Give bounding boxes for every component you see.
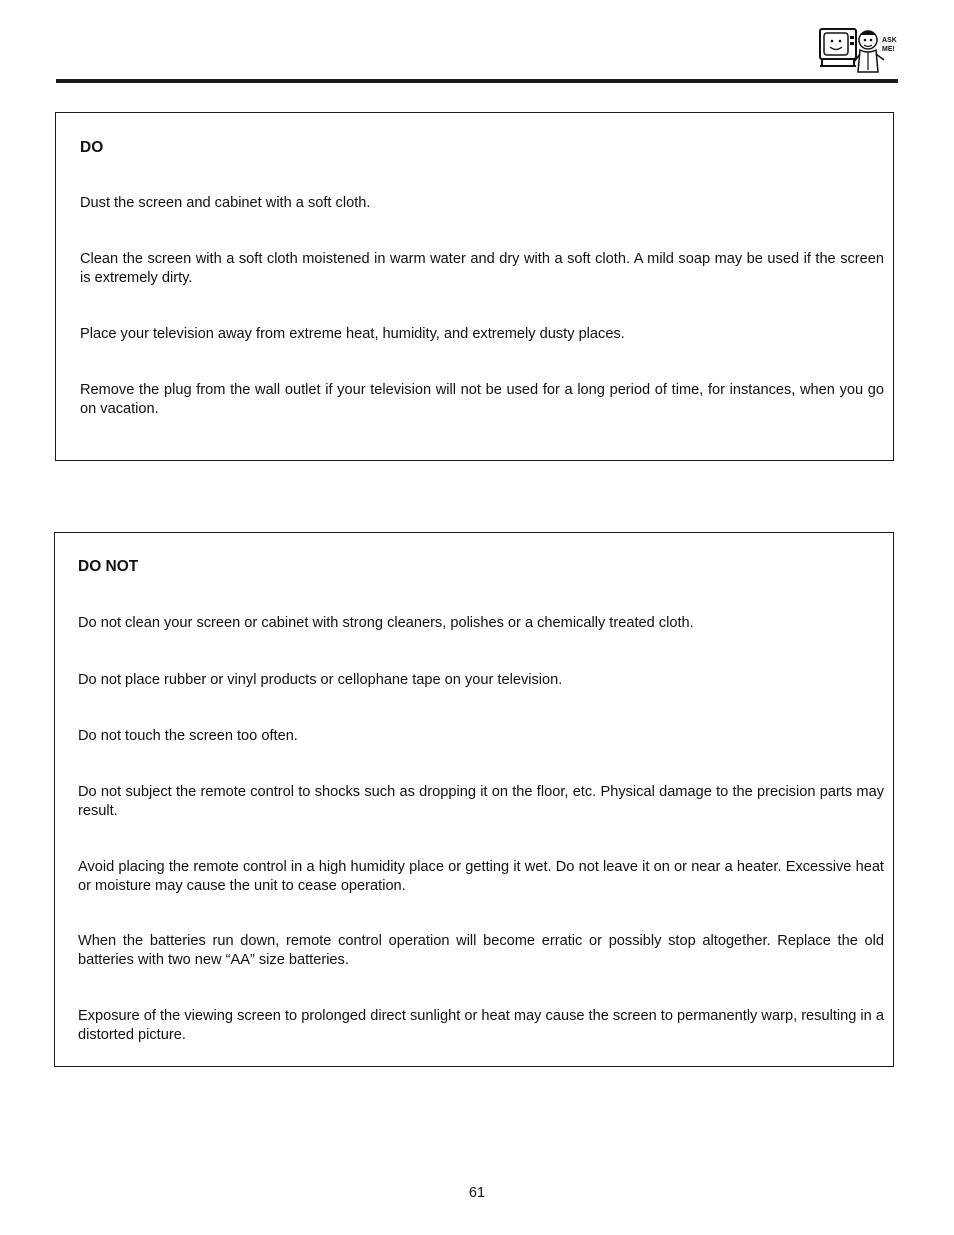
svg-text:ME!: ME!	[882, 46, 895, 53]
do-not-item: Do not subject the remote control to shocks such as dropping it on the floor, etc. Physical damage to the precision parts may result.	[78, 784, 884, 819]
svg-text:ASK: ASK	[882, 37, 897, 44]
do-not-item: Do not place rubber or vinyl products or cellophane tape on your television.	[78, 672, 563, 688]
do-item: Place your television away from extreme heat, humidity, and extremely dusty places.	[80, 326, 625, 342]
header-rule	[56, 79, 898, 83]
do-item: Dust the screen and cabinet with a soft cloth.	[80, 195, 371, 211]
do-title: DO	[80, 139, 104, 156]
do-not-item: When the batteries run down, remote control operation will become erratic or possibly stop altogether. Replace the old batteries with two new “AA” size batteries.	[78, 933, 884, 968]
page-number: 61	[468, 1185, 486, 1201]
do-item: Clean the screen with a soft cloth moistened in warm water and dry with a soft cloth. A mild soap may be used if the screen is extremely dirty.	[80, 251, 884, 286]
do-not-box	[54, 532, 894, 1067]
do-item: Remove the plug from the wall outlet if your television will not be used for a long period of time, for instances, when you go on vacation.	[80, 382, 884, 417]
do-not-item: Do not clean your screen or cabinet with strong cleaners, polishes or a chemically treated cloth.	[78, 615, 694, 631]
do-not-item: Exposure of the viewing screen to prolonged direct sunlight or heat may cause the screen to permanently warp, resulting in a distorted picture.	[78, 1008, 884, 1043]
tv-mascot-icon	[816, 24, 900, 80]
do-not-item: Do not touch the screen too often.	[78, 728, 298, 744]
do-not-title: DO NOT	[78, 558, 139, 575]
do-not-item: Avoid placing the remote control in a high humidity place or getting it wet. Do not leave it on or near a heater. Excessive heat or moisture may cause the unit to cease operation.	[78, 859, 884, 894]
do-box	[55, 112, 894, 461]
ask-me-logo	[816, 24, 900, 80]
